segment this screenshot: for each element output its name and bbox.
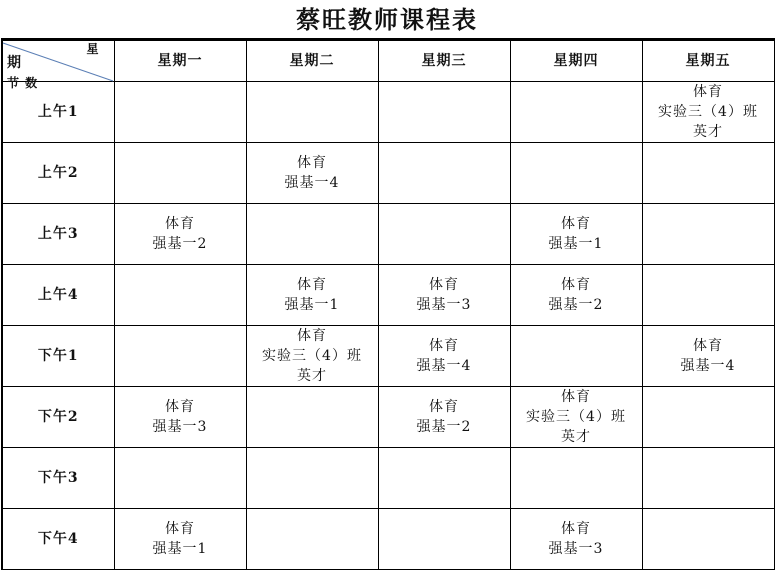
class-text: 强基一2: [548, 297, 604, 313]
class-text: 体育: [429, 399, 459, 415]
class-text: 强基一1: [152, 541, 208, 557]
class-text: 体育: [561, 216, 591, 232]
class-text: 英才: [693, 124, 723, 140]
class-cell: [114, 448, 246, 509]
class-cell: [642, 143, 774, 204]
class-cell: [642, 509, 774, 570]
schedule-body: [2, 82, 774, 570]
class-cell: [114, 265, 246, 326]
period-label: 下午1: [2, 326, 114, 387]
class-text: 强基一4: [416, 358, 472, 374]
class-text: 强基一3: [416, 297, 472, 313]
class-cell: [510, 509, 642, 570]
class-cell: [246, 143, 378, 204]
class-cell: [378, 204, 510, 265]
class-text: 体育: [297, 277, 327, 293]
class-text: 强基一1: [284, 297, 340, 313]
class-cell: [510, 448, 642, 509]
class-cell: [642, 448, 774, 509]
table-row: [2, 448, 774, 509]
page-title: 蔡旺教师课程表: [296, 5, 478, 34]
class-cell: [246, 448, 378, 509]
class-cell: [114, 509, 246, 570]
class-cell: [642, 387, 774, 448]
class-text: 强基一2: [152, 236, 208, 252]
class-text: 实验三（4）班: [262, 348, 362, 364]
class-text: 体育: [297, 328, 327, 344]
class-text: 体育: [165, 399, 195, 415]
class-cell: [378, 143, 510, 204]
class-text: 体育: [561, 389, 591, 405]
class-cell: [246, 204, 378, 265]
table-row: [2, 143, 774, 204]
class-cell: [378, 509, 510, 570]
class-text: 强基一2: [416, 419, 472, 435]
class-cell: [642, 265, 774, 326]
class-cell: [246, 326, 378, 387]
period-label: 上午1: [2, 82, 114, 143]
table-row: [2, 387, 774, 448]
class-cell: [114, 387, 246, 448]
period-label: 下午3: [2, 448, 114, 509]
table-row: [2, 265, 774, 326]
corner-header-cell: [2, 40, 114, 90]
class-cell: [378, 265, 510, 326]
class-cell: [642, 204, 774, 265]
class-text: 强基一4: [680, 358, 736, 374]
class-cell: [510, 204, 642, 265]
class-cell: [246, 82, 378, 143]
period-label: 上午2: [2, 143, 114, 204]
corner-label-day: 星: [86, 42, 100, 56]
class-text: 强基一4: [284, 175, 340, 191]
period-label: 上午3: [2, 204, 114, 265]
class-cell: [378, 448, 510, 509]
class-text: 实验三（4）班: [658, 104, 758, 120]
class-text: 体育: [429, 338, 459, 354]
class-cell: [246, 509, 378, 570]
class-cell: [246, 265, 378, 326]
class-cell: [510, 82, 642, 143]
table-row: [2, 82, 774, 143]
class-text: 强基一1: [548, 236, 604, 252]
class-cell: [510, 387, 642, 448]
class-cell: [378, 326, 510, 387]
corner-label-period: 期: [7, 55, 22, 71]
day-header: 星期四: [510, 40, 642, 82]
period-label: 上午4: [2, 265, 114, 326]
table-row: [2, 326, 774, 387]
class-text: 体育: [165, 216, 195, 232]
class-cell: [246, 387, 378, 448]
class-text: 体育: [693, 338, 723, 354]
corner-label-section: 节 数: [7, 76, 39, 90]
class-cell: [378, 387, 510, 448]
class-text: 体育: [429, 277, 459, 293]
class-cell: [642, 326, 774, 387]
table-row: [2, 509, 774, 570]
class-cell: [510, 265, 642, 326]
class-cell: [510, 143, 642, 204]
class-text: 体育: [297, 155, 327, 171]
class-cell: [642, 82, 774, 143]
day-header: 星期三: [378, 40, 510, 82]
header-row: [2, 40, 774, 82]
class-text: 体育: [561, 521, 591, 537]
class-text: 英才: [561, 429, 591, 445]
class-cell: [114, 326, 246, 387]
day-header: 星期一: [114, 40, 246, 82]
period-label: 下午4: [2, 509, 114, 570]
schedule-table: [1, 38, 775, 570]
class-text: 强基一3: [152, 419, 208, 435]
class-text: 强基一3: [548, 541, 604, 557]
class-cell: [114, 204, 246, 265]
day-header: 星期五: [642, 40, 774, 82]
class-cell: [114, 82, 246, 143]
class-text: 体育: [693, 84, 723, 100]
period-label: 下午2: [2, 387, 114, 448]
class-cell: [510, 326, 642, 387]
class-cell: [114, 143, 246, 204]
class-text: 体育: [561, 277, 591, 293]
class-text: 体育: [165, 521, 195, 537]
day-header: 星期二: [246, 40, 378, 82]
class-text: 英才: [297, 368, 327, 384]
class-cell: [378, 82, 510, 143]
table-row: [2, 204, 774, 265]
class-text: 实验三（4）班: [526, 409, 626, 425]
